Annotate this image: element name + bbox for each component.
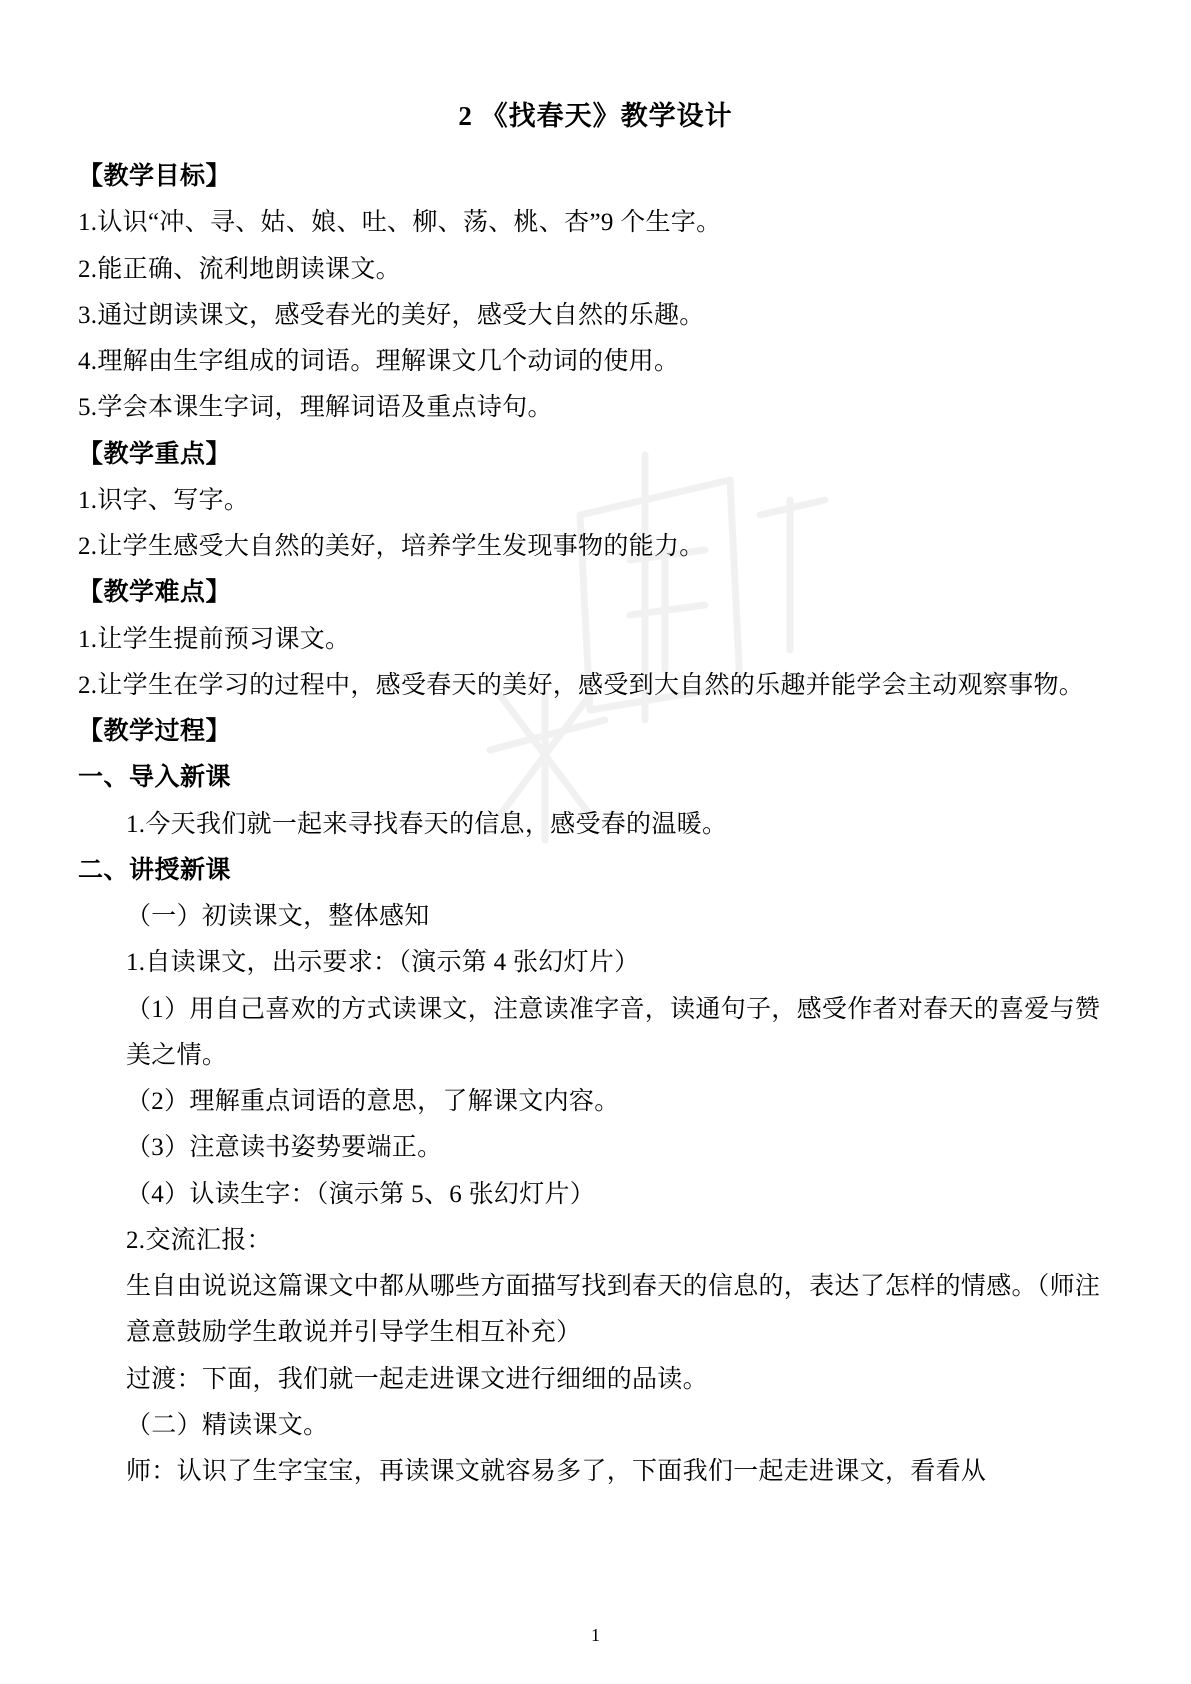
section-heading: 【教学目标】 (78, 163, 232, 191)
paragraph: （一）初读课文，整体感知 (126, 903, 430, 931)
section-heading: 【教学难点】 (78, 579, 232, 607)
paragraph: 生自由说说这篇课文中都从哪些方面描写找到春天的信息的，表达了怎样的情感。（师注意意鼓励学生敢说并引导学生相互补充） (126, 1273, 1101, 1347)
paragraph: 5.学会本课生字词，理解词语及重点诗句。 (78, 394, 553, 422)
section-heading: 一、导入新课 (78, 764, 232, 792)
section-heading: 【教学重点】 (78, 440, 232, 468)
paragraph: 2.让学生在学习的过程中，感受春天的美好，感受到大自然的乐趣并能学会主动观察事物。 (78, 671, 1085, 699)
paragraph: 1.让学生提前预习课文。 (78, 625, 351, 653)
paragraph: 1.识字、写字。 (78, 486, 250, 514)
paragraph: 1.自读课文，出示要求：（演示第 4 张幻灯片） (126, 949, 640, 977)
paragraph: 2.交流汇报： (126, 1226, 272, 1254)
page-title: 2 《找春天》教学设计 (458, 101, 733, 131)
paragraph: （1）用自己喜欢的方式读课文，注意读准字音，读通句子，感受作者对春天的喜爱与赞美之情。 (126, 995, 1101, 1069)
paragraph: （二）精读课文。 (126, 1411, 329, 1439)
paragraph: （3）注意读书姿势要端正。 (126, 1134, 443, 1162)
section-heading: 【教学过程】 (78, 718, 232, 746)
paragraph: 过渡：下面，我们就一起走进课文进行细细的品读。 (126, 1365, 708, 1393)
paragraph: 4.理解由生字组成的词语。理解课文几个动词的使用。 (78, 348, 680, 376)
paragraph: （2）理解重点词语的意思，了解课文内容。 (126, 1088, 620, 1116)
paragraph: 2.能正确、流利地朗读课文。 (78, 255, 401, 283)
paragraph: 师：认识了生字宝宝，再读课文就容易多了，下面我们一起走进课文，看看从 (126, 1458, 987, 1486)
paragraph: 1.认识“冲、寻、姑、娘、吐、柳、荡、桃、杏”9 个生字。 (78, 209, 722, 237)
paragraph: 3.通过朗读课文，感受春光的美好，感受大自然的乐趣。 (78, 301, 705, 329)
paragraph: 1.今天我们就一起来寻找春天的信息，感受春的温暖。 (126, 810, 728, 838)
paragraph: （4）认读生字：（演示第 5、6 张幻灯片） (126, 1180, 596, 1208)
paragraph: 2.让学生感受大自然的美好，培养学生发现事物的能力。 (78, 533, 705, 561)
document-body (78, 95, 1113, 1495)
page-number: 1 (591, 1625, 600, 1645)
section-heading: 二、讲授新课 (78, 856, 232, 884)
